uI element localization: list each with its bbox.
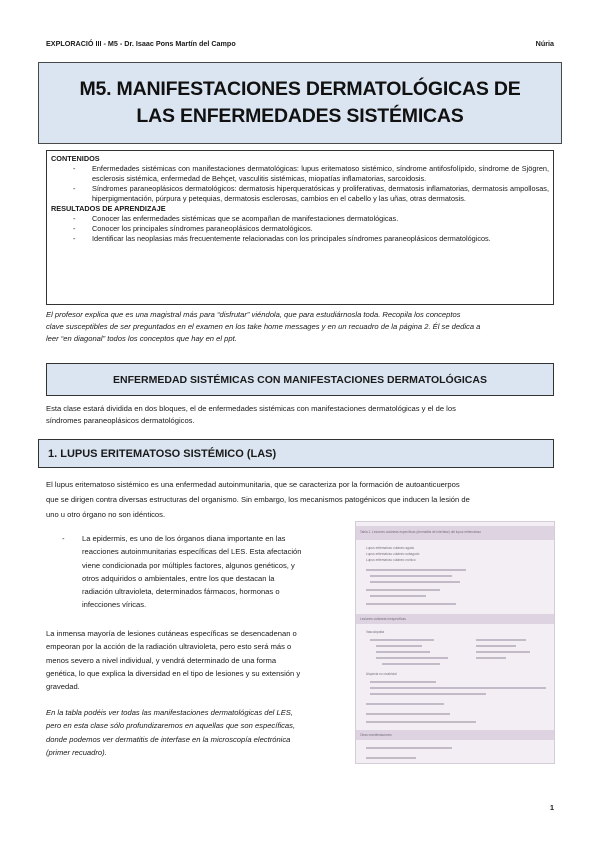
epidermis-bullet <box>62 532 348 612</box>
lupus-intro-line: El lupus eritematoso sistémico es una enfermedad autoinmunitaria, que se caracteriza por la formación de autoanticuerpos <box>46 480 460 489</box>
epidermis-line: infecciones víricas. <box>82 600 147 610</box>
bullet-dash: - <box>73 224 76 233</box>
results-heading: RESULTADOS DE APRENDIZAJE <box>51 204 166 213</box>
page-number: 1 <box>549 803 554 812</box>
subsection-heading: 1. LUPUS ERITEMATOSO SISTÉMICO (LAS) <box>38 439 554 468</box>
bullet-dash: - <box>73 234 76 243</box>
page-title-line-1: M5. MANIFESTACIONES DERMATOLÓGICAS DE <box>79 78 521 100</box>
epidermis-line: La epidermis, es uno de los órganos diana importante en las <box>82 534 286 543</box>
lesions-line: empeoran por la acción de la radiación ultravioleta, pero esto será más o <box>46 642 292 652</box>
bullet-dash: - <box>73 184 76 193</box>
table-note-line: (primer recuadro). <box>46 747 107 757</box>
lesions-line: genética, lo que explica la diversidad en el tipo de lesiones y su extensión y <box>46 668 301 678</box>
figure-row: Lupus eritematoso cutáneo subagudo <box>366 552 420 556</box>
bullet-dash: - <box>73 214 76 223</box>
results-item <box>73 234 549 244</box>
page-title-box <box>38 62 562 144</box>
lesions-line: menos severo a nivel individual, y vendrá determinado de una forma <box>46 655 277 665</box>
figure-row: Alopecia no cicatricial <box>366 672 397 676</box>
figure-row: Lesiones cutáneas inespecíficas <box>360 617 406 621</box>
results-item <box>73 214 549 224</box>
contents-item <box>73 184 549 204</box>
lupus-intro-line: que se dirigen contra diversas estructuras del organismo. Sin embargo, los mecanismos patogénicos que inducen la lesión de <box>46 495 470 504</box>
figure-illegible-lines <box>356 522 555 764</box>
contents-heading: CONTENIDOS <box>51 154 100 163</box>
lesions-paragraph <box>46 627 348 693</box>
page-title-line-2: LAS ENFERMEDADES SISTÉMICAS <box>136 105 464 127</box>
lesions-line: La inmensa mayoría de lesiones cutáneas específicas se desencadenan o <box>46 629 297 638</box>
results-item <box>73 224 549 234</box>
table-note <box>46 706 348 759</box>
intro-paragraph-line: síndromes paraneoplásicos dermatológicos. <box>46 416 195 425</box>
table-note-line: pero en esta clase sólo profundizaremos en aquellas que son específicas, <box>46 721 296 731</box>
epidermis-line: reacciones autoinmunitarias específicas del LES. Esta afectación <box>82 547 302 557</box>
epidermis-line: otros adquiridos o ambientales, entre los que destacan la <box>82 573 275 583</box>
figure-row: Vasculopatía <box>366 630 385 634</box>
figure-caption: Tabla 1. Lesiones cutáneas específicas (dermatitis de interfase) del lupus eritematoso <box>360 530 482 534</box>
section-heading: ENFERMEDAD SISTÉMICAS CON MANIFESTACIONES DERMATOLÓGICAS <box>46 363 554 396</box>
bullet-dash: - <box>62 534 65 543</box>
figure-row: Lupus eritematoso cutáneo crónico <box>366 558 416 562</box>
intro-note-line: El profesor explica que es una magistral más para “disfrutar” viéndola, que para estudiárnosla toda. Recopila los conceptos <box>46 310 461 319</box>
contents-item-text: Enfermedades sistémicas con manifestaciones dermatológicas: lupus eritematoso sistémico, síndrome antifosfolípido, síndrome de Sjögren, esclerosis sistémica, enfermedad de Behçet, vasculitis sistémicas, miopatías inflamatorias, sarcoidosis. <box>92 164 549 183</box>
running-header-course: EXPLORACIÓ III - M5 - Dr. Isaac Pons Martín del Campo <box>46 39 236 48</box>
lupus-manifestations-table-image <box>355 521 555 764</box>
lesions-line: gravedad. <box>46 682 80 692</box>
results-item-text: Identificar las neoplasias más frecuentemente relacionadas con los principales síndromes paraneoplásicos dermatológicos. <box>92 234 491 243</box>
intro-paragraph-line: Esta clase estará dividida en dos bloques, el de enfermedades sistémicas con manifestaciones dermatológicas y el de los <box>46 404 456 413</box>
intro-note-line: clave susceptibles de ser preguntados en el examen en los take home messages y en un recuadro de la página 2. Él se dedica a <box>46 322 481 331</box>
contents-item-text: Síndromes paraneoplásicos dermatológicos: dermatosis hiperqueratósicas y proliferativas, dermatosis inflamatorias, dermatosis ampollosas, hiperpigmentación, púrpura y petequias, dermatosis esclerosas, cambios en el cabello y las uñas, otras dermatosis. <box>92 184 549 203</box>
lupus-intro-line: uno u otro órgano no son idénticos. <box>46 510 166 519</box>
epidermis-bullet-text <box>82 532 302 612</box>
table-note-line: donde podemos ver dermatitis de interfase en la microscopía electrónica <box>46 734 291 744</box>
intro-note-line: leer “en diagonal” todos los conceptos que hay en el ppt. <box>46 334 237 343</box>
results-item-text: Conocer los principales síndromes paraneoplásicos dermatológicos. <box>92 224 313 233</box>
epidermis-line: radiación ultravioleta, determinados fármacos, hormonas o <box>82 587 280 597</box>
table-note-line: En la tabla podéis ver todas las manifestaciones dermatológicas del LES, <box>46 708 293 717</box>
contents-item <box>73 164 549 184</box>
epidermis-line: viene condicionada por múltiples factores, algunos genéticos, y <box>82 560 295 570</box>
figure-row: Lupus eritematoso cutáneo agudo <box>366 546 415 550</box>
running-header-author: Núria <box>535 39 554 48</box>
bullet-dash: - <box>73 164 76 173</box>
results-item-text: Conocer las enfermedades sistémicas que se acompañan de manifestaciones dermatológicas. <box>92 214 399 223</box>
contents-box <box>46 150 554 305</box>
figure-row: Otras manifestaciones <box>360 733 392 737</box>
